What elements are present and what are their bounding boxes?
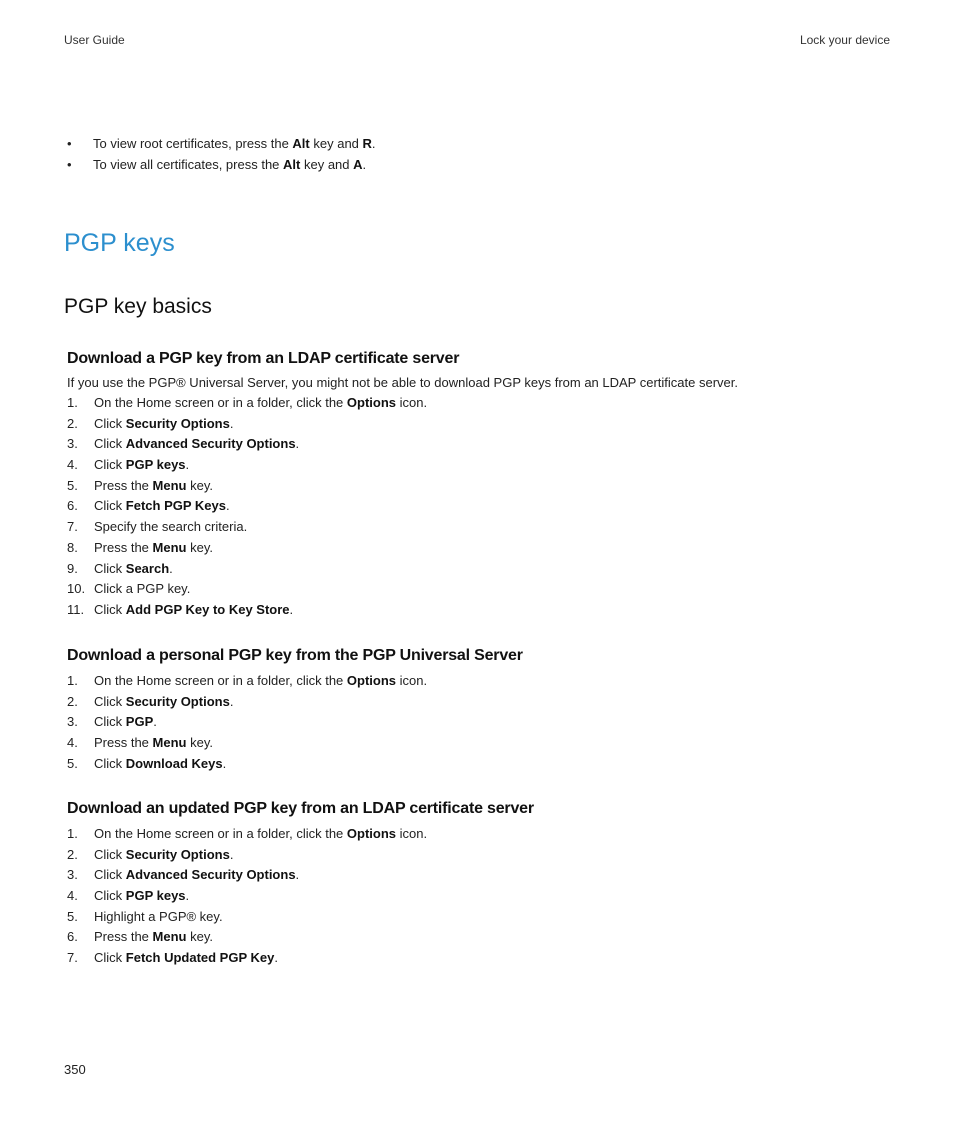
step-item: 1. On the Home screen or in a folder, click the Options icon. [67, 673, 428, 688]
section-intro: If you use the PGP® Universal Server, you might not be able to download PGP keys from an LDAP certificate server. [67, 375, 738, 390]
step-item: 8. Press the Menu key. [67, 539, 213, 555]
step-item: 3. Click Advanced Security Options. [67, 867, 300, 883]
step-item: 5. Click Download Keys. [67, 755, 227, 771]
step-list [67, 393, 907, 621]
step-item: 3. Click PGP. [67, 714, 157, 730]
bullet-icon: • [67, 136, 72, 151]
section-heading: Download a personal PGP key from the PGP Universal Server [67, 647, 523, 664]
step-item: 7. Specify the search criteria. [67, 519, 248, 535]
step-item: 10. Click a PGP key. [67, 581, 191, 597]
step-list [67, 824, 907, 969]
step-item: 3. Click Advanced Security Options. [67, 436, 300, 452]
step-item: 5. Highlight a PGP® key. [67, 908, 223, 924]
step-list [67, 671, 907, 774]
section-download-updated [67, 798, 907, 969]
page-number: 350 [64, 1062, 86, 1077]
section-heading: Download a PGP key from an LDAP certificate server [67, 350, 460, 367]
running-header-left: User Guide [64, 33, 125, 47]
certificate-bullet-list [64, 133, 376, 175]
section-download-ldap [67, 348, 907, 621]
step-item: 4. Click PGP keys. [67, 457, 190, 473]
step-item: 2. Click Security Options. [67, 846, 234, 862]
bullet-icon: • [67, 157, 72, 172]
running-header-right: Lock your device [799, 33, 890, 47]
step-item: 11. Click Add PGP Key to Key Store. [67, 601, 294, 617]
section-heading: Download an updated PGP key from an LDAP certificate server [67, 800, 534, 817]
step-item: 5. Press the Menu key. [67, 477, 213, 493]
page-title: PGP keys [64, 229, 175, 257]
step-item: 6. Press the Menu key. [67, 929, 213, 945]
section-download-personal [67, 645, 907, 774]
step-item: 6. Click Fetch PGP Keys. [67, 498, 230, 514]
step-item: 2. Click Security Options. [67, 693, 234, 709]
step-item: 2. Click Security Options. [67, 415, 234, 431]
section-title: PGP key basics [64, 295, 212, 318]
step-item: 4. Press the Menu key. [67, 735, 213, 751]
bullet-item: • To view root certificates, press the Alt key and R. [64, 133, 376, 154]
bullet-item: • To view all certificates, press the Alt key and A. [64, 154, 376, 175]
step-item: 1. On the Home screen or in a folder, click the Options icon. [67, 395, 428, 410]
step-item: 9. Click Search. [67, 560, 173, 576]
step-item: 7. Click Fetch Updated PGP Key. [67, 950, 278, 966]
step-item: 4. Click PGP keys. [67, 888, 190, 904]
step-item: 1. On the Home screen or in a folder, click the Options icon. [67, 826, 428, 841]
